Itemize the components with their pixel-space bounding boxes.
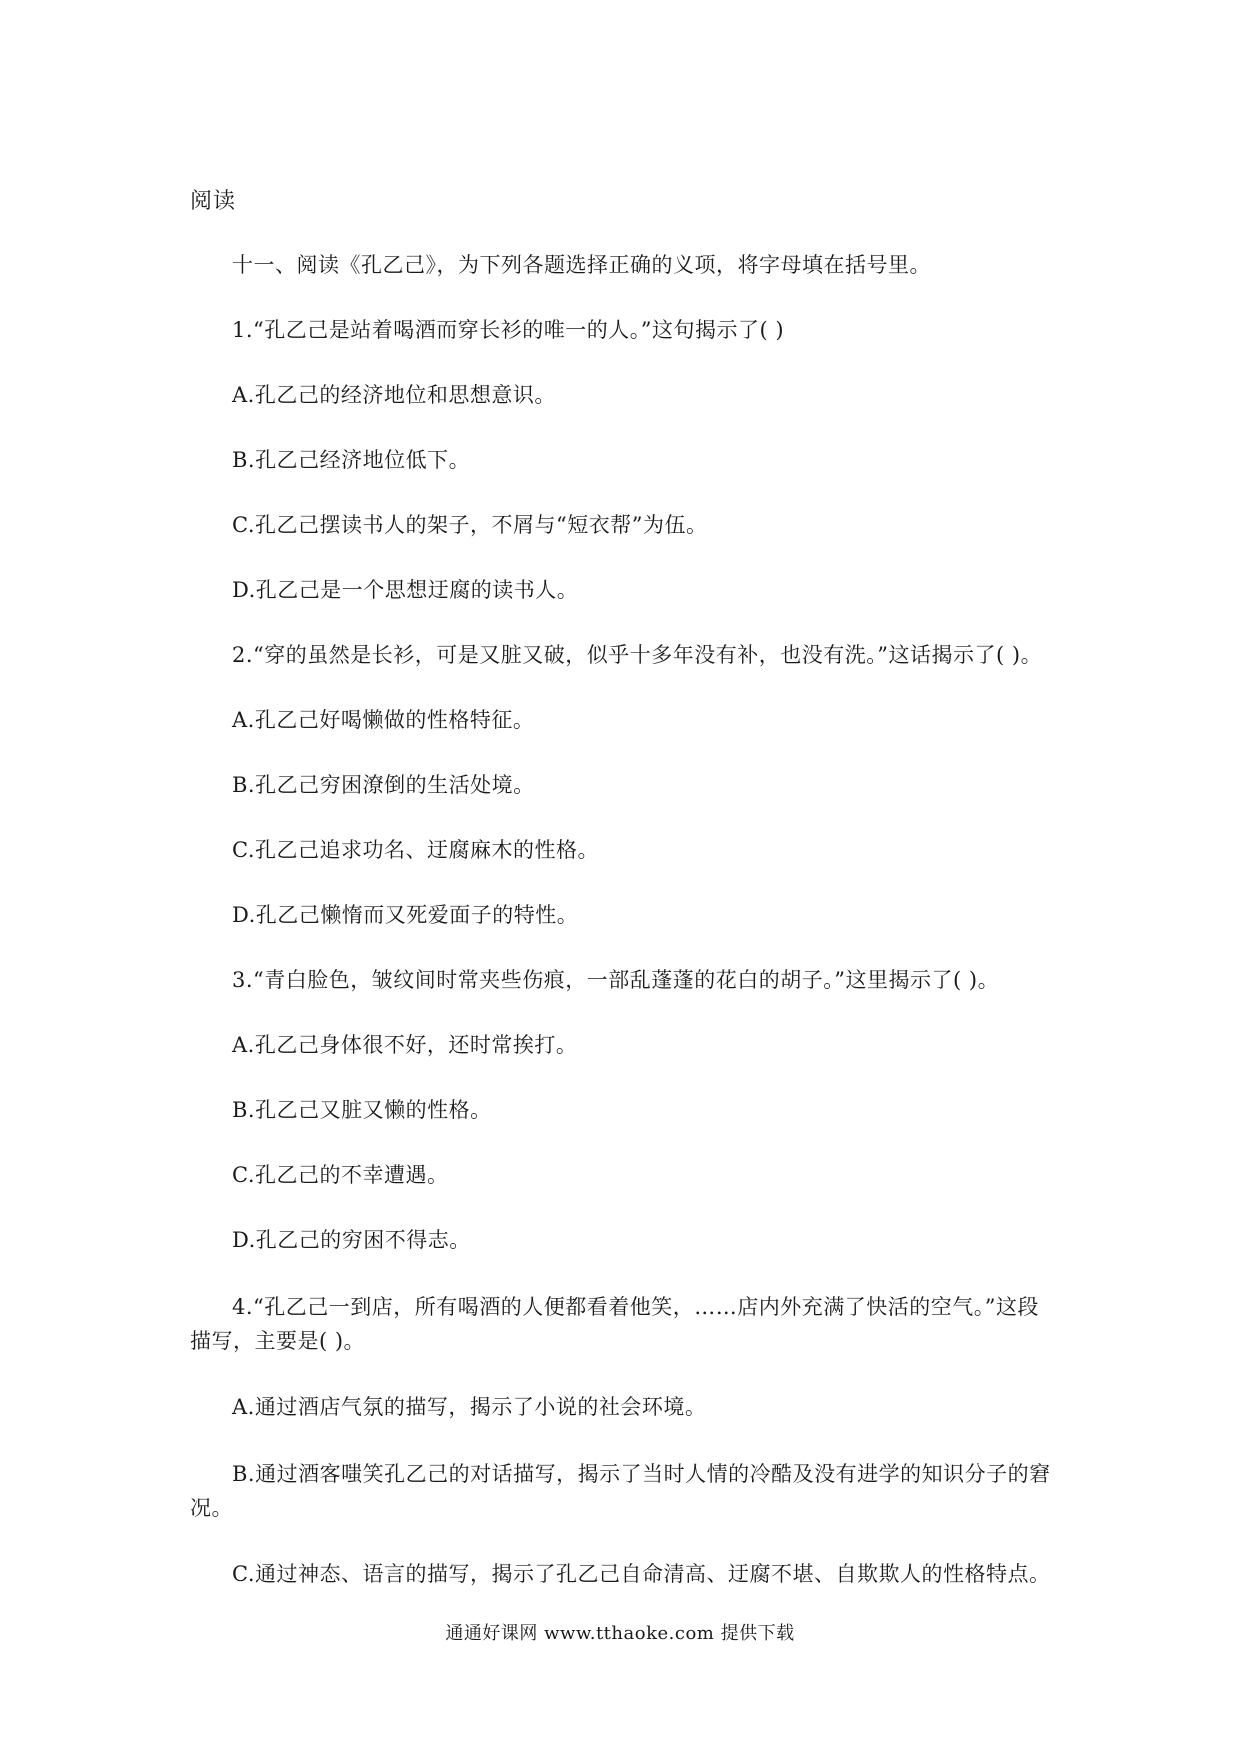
q2-option-d: D.孔乙己懒惰而又死爱面子的特性。: [232, 903, 579, 927]
q1-option-c: C.孔乙己摆读书人的架子，不屑与“短衣帮”为伍。: [232, 513, 708, 537]
q3-option-c: C.孔乙己的不幸遭遇。: [232, 1163, 449, 1187]
q3-option-b: B.孔乙己又脏又懒的性格。: [232, 1098, 492, 1122]
instruction-text: 十一、阅读《孔乙己》，为下列各题选择正确的义项，将字母填在括号里。: [232, 253, 931, 277]
q1-option-b: B.孔乙己经济地位低下。: [232, 448, 471, 472]
question-2: 2.“穿的虽然是长衫，可是又脏又破，似乎十多年没有补，也没有洗。”这话揭示了( )。: [232, 643, 1043, 667]
question-4: 4.“孔乙己一到店，所有喝酒的人便都看着他笑，……店内外充满了快活的空气。”这段描写，主要是( )。: [190, 1295, 1040, 1353]
q3-option-d: D.孔乙己的穷困不得志。: [232, 1228, 471, 1252]
q2-option-b: B.孔乙己穷困潦倒的生活处境。: [232, 773, 535, 797]
q4-option-c: C.通过神态、语言的描写，揭示了孔乙己自命清高、迂腐不堪、自欺欺人的性格特点。: [232, 1562, 1051, 1586]
question-3: 3.“青白脸色，皱纹间时常夹些伤痕，一部乱蓬蓬的花白的胡子。”这里揭示了( )。: [232, 968, 1000, 992]
q3-option-a: A.孔乙己身体很不好，还时常挨打。: [232, 1033, 578, 1057]
q4-option-b: B.通过酒客嗤笑孔乙己的对话描写，揭示了当时人情的冷酷及没有进学的知识分子的窘况。: [190, 1462, 1051, 1520]
q4-option-a: A.通过酒店气氛的描写，揭示了小说的社会环境。: [232, 1395, 707, 1419]
section-heading: 阅读: [190, 189, 237, 214]
q1-option-a: A.孔乙己的经济地位和思想意识。: [232, 383, 556, 407]
question-1: 1.“孔乙己是站着喝酒而穿长衫的唯一的人。”这句揭示了( ): [232, 318, 785, 342]
q2-option-a: A.孔乙己好喝懒做的性格特征。: [232, 708, 535, 732]
q1-option-d: D.孔乙己是一个思想迂腐的读书人。: [232, 578, 579, 602]
footer-credit: 通通好课网 www.tthaoke.com 提供下载: [445, 1623, 795, 1644]
document-body: [190, 250, 1060, 1624]
q2-option-c: C.孔乙己追求功名、迂腐麻木的性格。: [232, 838, 599, 862]
